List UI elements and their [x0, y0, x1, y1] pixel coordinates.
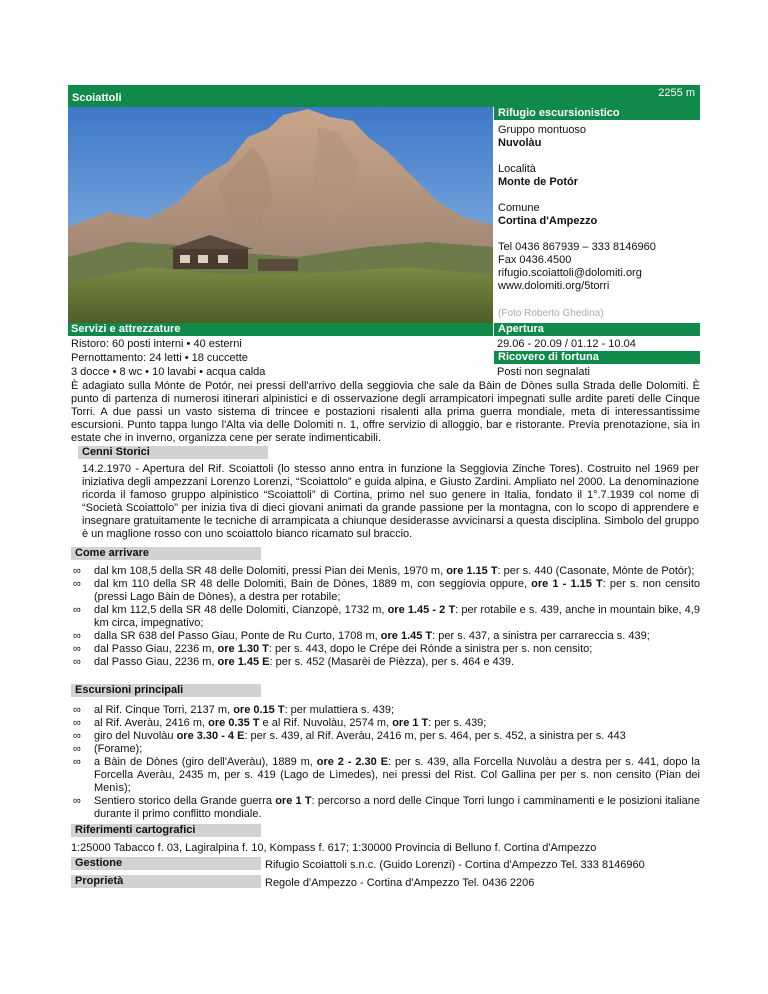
opening-dates: 29.06 - 20.09 / 01.12 - 10.04: [497, 338, 636, 350]
opening-heading-bar: [494, 323, 700, 336]
excursions-heading: Escursioni principali: [71, 684, 261, 697]
bullet-icon: ∞: [73, 565, 81, 577]
telephone: Tel 0436 867939 – 333 8146960: [498, 241, 656, 253]
bullet-icon: ∞: [73, 795, 81, 807]
refuge-name: Scoiattoli: [72, 92, 122, 104]
list-item: ∞ al Rif. Cinque Torri, 2137 m, ore 0.15 T: per mulattiera s. 439;: [73, 704, 395, 716]
list-item: ∞ dalla SR 638 del Passo Giau, Ponte de Ru Curto, 1708 m, ore 1.45 T: per s. 437, a sinistra per carrareccia s. 439;: [73, 630, 650, 642]
list-item: ∞ dal Passo Giau, 2236 m, ore 1.45 E: per s. 452 (Masarèi de Pièzza), per s. 464 e 439.: [73, 656, 515, 668]
bullet-icon: ∞: [73, 717, 81, 729]
bullet-icon: ∞: [73, 730, 81, 742]
history-heading: Cenni Storici: [78, 446, 268, 459]
excursions-list: [71, 704, 700, 821]
shelter-heading: Ricovero di fortuna: [498, 351, 599, 363]
bullet-icon: ∞: [73, 578, 81, 590]
list-item: ∞ dal Passo Giau, 2236 m, ore 1.30 T: per s. 443, dopo le Crépe dei Rónde a sinistra per s. non censito;: [73, 643, 593, 655]
group-value: Nuvolàu: [498, 137, 542, 149]
shelter-value: Posti non segnalati: [497, 366, 590, 378]
commune-label: Comune: [498, 202, 540, 214]
list-item: ∞ dal km 112,5 della SR 48 delle Dolomiti, Cianzopè, 1732 m, ore 1.45 - 2 T: per rotabile e s. 439, anche in mountain bike, 4,9 km circa, impegnativo;: [73, 604, 700, 629]
mountain-photo-image: [68, 107, 493, 323]
bullet-icon: ∞: [73, 756, 81, 768]
opening-heading: Apertura: [498, 323, 544, 335]
services-line-2: Pernottamento: 24 letti • 18 cuccette: [71, 352, 248, 364]
list-item: ∞ (Forame);: [73, 743, 143, 755]
refuge-type: Rifugio escursionistico: [498, 107, 620, 119]
list-item: ∞ al Rif. Averàu, 2416 m, ore 0.35 T e al Rif. Nuvolàu, 2574 m, ore 1 T: per s. 439;: [73, 717, 487, 729]
bullet-icon: ∞: [73, 604, 81, 616]
services-line-3: 3 docce • 8 wc • 10 lavabi • acqua calda: [71, 366, 266, 378]
ownership-heading: Proprietà: [71, 875, 261, 888]
services-heading-bar: [68, 323, 493, 336]
management-text: Rifugio Scoiattoli s.n.c. (Guido Lorenzi) - Cortina d'Ampezzo Tel. 333 8146960: [265, 859, 645, 871]
list-item: ∞ giro del Nuvolàu ore 3.30 - 4 E: per s. 439, al Rif. Averàu, 2416 m, per s. 464, per s. 452, a sinistra per s. 443: [73, 730, 626, 742]
management-heading: Gestione: [71, 857, 261, 870]
shelter-heading-bar: [494, 351, 700, 364]
group-label: Gruppo montuoso: [498, 124, 587, 136]
maps-text: 1:25000 Tabacco f. 03, Lagiralpina f. 10, Kompass f. 617; 1:30000 Provincia di Belluno f. Cortina d'Ampezzo: [71, 842, 597, 854]
services-line-1: Ristoro: 60 posti interni • 40 esterni: [71, 338, 242, 350]
list-item: ∞ a Bàin de Dònes (giro dell'Averàu), 1889 m, ore 2 - 2.30 E: per s. 439, alla Forcella Nuvolàu a destra per s. 441, dopo la Forcella Averàu, 2435 m, per s. 419 (Lago de Lìmedes), nei pressi del Rist. Col Gallina per per s. non censito (Pian dei Menìs);: [73, 756, 700, 794]
access-heading: Come arrivare: [71, 547, 261, 560]
bullet-icon: ∞: [73, 704, 81, 716]
refuge-photo: [68, 107, 493, 323]
locality-value: Monte de Potór: [498, 176, 579, 188]
list-item: ∞ dal km 108,5 della SR 48 delle Dolomiti, pressi Pian dei Menìs, 1970 m, ore 1.15 T: per s. 440 (Casonate, Mònte de Potór);: [73, 565, 695, 577]
locality-label: Località: [498, 163, 536, 175]
header-bar: [68, 85, 700, 107]
ownership-text: Regole d'Ampezzo - Cortina d'Ampezzo Tel. 0436 2206: [265, 877, 535, 889]
maps-heading: Riferimenti cartografici: [71, 824, 261, 837]
refuge-type-bar: [494, 107, 700, 120]
services-heading: Servizi e attrezzature: [71, 323, 181, 335]
description: È adagiato sulla Mónte de Potór, nei pressi dell'arrivo della seggiovia che sale da Bàin de Dònes sulla Strada delle Dolomiti. È punto di partenza di numerosi itinerari alpinistici e di osservazione degli arrampicatori impegnati sulle ardite pareti delle Cinque Torri. A due passi un vasto sistema di trincee e postazioni risalenti alla prima guerra mondiale, meta di interessantissime escursioni. Punto tappa lungo l'Alta via delle Dolomiti n. 1, offre servizio di alloggio, bar e ristorante. Previa prenotazione, sia in estate che in inverno, organizza cene per serate indimenticabili.: [71, 380, 700, 444]
bullet-icon: ∞: [73, 643, 81, 655]
list-item: ∞ dal km 110 della SR 48 delle Dolomiti, Bain de Dònes, 1889 m, con seggiovia oppure, ore 1 - 1.15 T: per s. non censito (pressi Lago Bàin de Dònes), a destra per rotabile;: [73, 578, 700, 603]
bullet-icon: ∞: [73, 656, 81, 668]
photo-credit: (Foto Roberto Ghedina): [498, 308, 604, 319]
website: www.dolomiti.org/5torri: [498, 280, 610, 292]
list-item: ∞ Sentiero storico della Grande guerra ore 1 T: percorso a nord delle Cinque Torri lungo i camminamenti e le posizioni italiane durante il primo conflitto mondiale.: [73, 795, 700, 820]
bullet-icon: ∞: [73, 630, 81, 642]
history-text: 14.2.1970 - Apertura del Rif. Scoiattoli (lo stesso anno entra in funzione la Seggiovia Zinche Tores). Costruito nel 1969 per iniziativa degli ampezzani Lorenzo Lorenzi, “Scoiattolo” e guida alpina, e Giusto Zardini. Ampliato nel 2000. La denominazione ricorda il famoso gruppo alpinistico “Scoiattoli” di Cortina, primo nel suo genere in Italia, fondato il 1°.7.1939 col nome di “Società Scoiattolo” per inizia tiva di dieci giovani animati da grande passione per la montagna, con lo scopo di apprendere e insegnare gratuitamente le tecniche di arrampicata a chiunque desiderasse avvicinarsi a questa disciplina. Simbolo del gruppo è un maglione rosso con uno scoiattolo bianco ricamato sul braccio.: [82, 463, 699, 540]
bullet-icon: ∞: [73, 743, 81, 755]
access-list: [71, 565, 700, 669]
fax: Fax 0436.4500: [498, 254, 572, 266]
info-panel: [498, 124, 698, 293]
altitude: 2255 m: [658, 87, 695, 99]
commune-value: Cortina d'Ampezzo: [498, 215, 598, 227]
email: rifugio.scoiattoli@dolomiti.org: [498, 267, 642, 279]
